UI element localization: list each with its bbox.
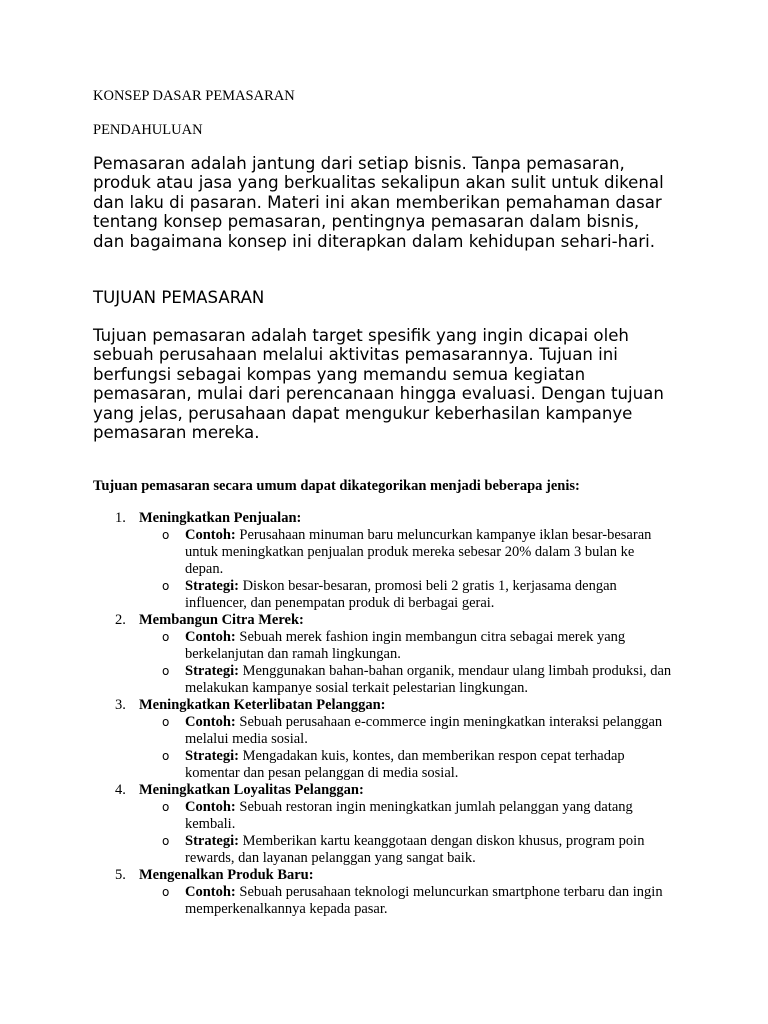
goal-number: 2. bbox=[115, 612, 126, 628]
goal-point bbox=[139, 663, 673, 697]
point-label: Strategi: bbox=[185, 663, 239, 679]
goal-heading: TUJUAN PEMASARAN bbox=[93, 288, 265, 307]
goal-points bbox=[139, 799, 673, 867]
hollow-bullet-icon: o bbox=[162, 834, 170, 848]
goal-name: Meningkatkan Keterlibatan Pelanggan: bbox=[139, 697, 386, 713]
point-text: Perusahaan minuman baru meluncurkan kampanye iklan besar-besaran untuk meningkatkan penjualan produk mereka sebesar 20% dalam 3 bulan ke depan. bbox=[185, 527, 652, 577]
hollow-bullet-icon: o bbox=[162, 885, 170, 899]
goal-number: 1. bbox=[115, 510, 126, 526]
goal-item bbox=[93, 697, 673, 782]
hollow-bullet-icon: o bbox=[162, 579, 170, 593]
goal-point bbox=[139, 799, 673, 833]
goal-point bbox=[139, 748, 673, 782]
goal-points bbox=[139, 527, 673, 612]
point-label: Contoh: bbox=[185, 884, 236, 900]
point-text: Mengadakan kuis, kontes, dan memberikan respon cepat terhadap komentar dan pesan pelanggan di media sosial. bbox=[185, 748, 625, 781]
point-label: Strategi: bbox=[185, 748, 239, 764]
point-text: Sebuah perusahaan teknologi meluncurkan smartphone terbaru dan ingin memperkenalkannya kepada pasar. bbox=[185, 884, 663, 917]
goal-name: Meningkatkan Loyalitas Pelanggan: bbox=[139, 782, 364, 798]
goal-point bbox=[139, 714, 673, 748]
point-label: Contoh: bbox=[185, 799, 236, 815]
point-text: Memberikan kartu keanggotaan dengan diskon khusus, program poin rewards, dan layanan pelanggan yang sangat baik. bbox=[185, 833, 645, 866]
point-text: Menggunakan bahan-bahan organik, mendaur ulang limbah produksi, dan melakukan kampanye sosial terkait pelestarian lingkungan. bbox=[185, 663, 672, 696]
point-label: Strategi: bbox=[185, 833, 239, 849]
goal-point bbox=[139, 578, 673, 612]
goal-paragraph: Tujuan pemasaran adalah target spesifik yang ingin dicapai oleh sebuah perusahaan melalui aktivitas pemasarannya. Tujuan ini berfungsi sebagai kompas yang memandu semua kegiatan pemasaran, mulai dari perencanaan hingga evaluasi. Dengan tujuan yang jelas, perusahaan dapat mengukur keberhasilan kampanye pemasaran mereka. bbox=[93, 326, 664, 443]
point-label: Contoh: bbox=[185, 714, 236, 730]
goal-point bbox=[139, 527, 673, 578]
goal-number: 5. bbox=[115, 867, 126, 883]
goal-name: Mengenalkan Produk Baru: bbox=[139, 867, 314, 883]
goal-point bbox=[139, 629, 673, 663]
goal-item bbox=[93, 510, 673, 612]
hollow-bullet-icon: o bbox=[162, 800, 170, 814]
intro-paragraph: Pemasaran adalah jantung dari setiap bisnis. Tanpa pemasaran, produk atau jasa yang berkualitas sekalipun akan sulit untuk dikenal dan laku di pasaran. Materi ini akan memberikan pemahaman dasar tentang konsep pemasaran, pentingnya pemasaran dalam bisnis, dan bagaimana konsep ini diterapkan dalam kehidupan sehari-hari. bbox=[93, 154, 664, 251]
intro-heading: PENDAHULUAN bbox=[93, 122, 203, 138]
document-title: KONSEP DASAR PEMASARAN bbox=[93, 88, 295, 104]
hollow-bullet-icon: o bbox=[162, 630, 170, 644]
goal-number: 3. bbox=[115, 697, 126, 713]
goal-item bbox=[93, 867, 673, 918]
point-text: Sebuah merek fashion ingin membangun citra sebagai merek yang berkelanjutan dan ramah lingkungan. bbox=[185, 629, 626, 662]
hollow-bullet-icon: o bbox=[162, 715, 170, 729]
point-label: Strategi: bbox=[185, 578, 239, 594]
goal-item bbox=[93, 782, 673, 867]
point-text: Diskon besar-besaran, promosi beli 2 gratis 1, kerjasama dengan influencer, dan penempatan produk di berbagai gerai. bbox=[185, 578, 617, 611]
goal-point bbox=[139, 833, 673, 867]
goal-points bbox=[139, 714, 673, 782]
hollow-bullet-icon: o bbox=[162, 749, 170, 763]
goal-name: Membangun Citra Merek: bbox=[139, 612, 304, 628]
point-label: Contoh: bbox=[185, 629, 236, 645]
point-text: Sebuah perusahaan e-commerce ingin meningkatkan interaksi pelanggan melalui media sosial. bbox=[185, 714, 663, 747]
hollow-bullet-icon: o bbox=[162, 528, 170, 542]
point-text: Sebuah restoran ingin meningkatkan jumlah pelanggan yang datang kembali. bbox=[185, 799, 633, 832]
point-label: Contoh: bbox=[185, 527, 236, 543]
goal-point bbox=[139, 884, 673, 918]
goal-number: 4. bbox=[115, 782, 126, 798]
goal-points bbox=[139, 884, 673, 918]
goal-points bbox=[139, 629, 673, 697]
list-intro: Tujuan pemasaran secara umum dapat dikategorikan menjadi beberapa jenis: bbox=[93, 478, 580, 494]
goal-list bbox=[93, 510, 673, 918]
goal-item bbox=[93, 612, 673, 697]
hollow-bullet-icon: o bbox=[162, 664, 170, 678]
goal-name: Meningkatkan Penjualan: bbox=[139, 510, 302, 526]
